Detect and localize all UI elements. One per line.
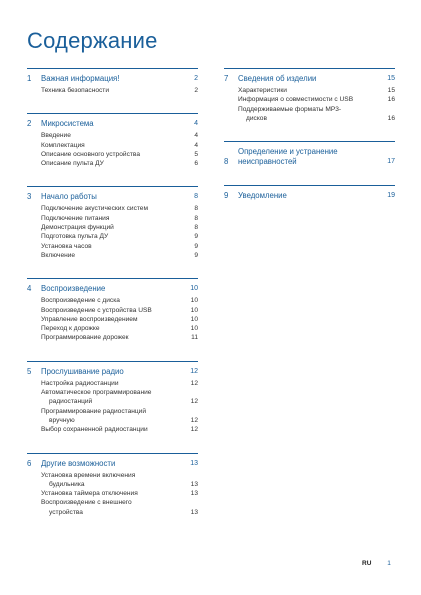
- entry-title-line: Характеристики: [238, 87, 287, 94]
- entry-title-line: Введение: [41, 132, 71, 140]
- entry-title: [41, 425, 191, 434]
- toc-entry[interactable]: [27, 489, 198, 498]
- section-title-line: Воспроизведение: [41, 284, 106, 294]
- toc-entry[interactable]: [27, 232, 198, 241]
- entry-title: [41, 324, 191, 333]
- toc-entry[interactable]: [27, 159, 198, 168]
- page-footer: [362, 560, 391, 567]
- entry-page: 10: [190, 297, 198, 305]
- toc-entry[interactable]: [27, 150, 198, 159]
- entry-title-line: Подключение питания: [41, 214, 110, 222]
- toc-entry[interactable]: [27, 242, 198, 251]
- toc-entry[interactable]: [27, 131, 198, 140]
- entry-title-line: Программирование дорожек: [41, 334, 129, 342]
- entry-title-line: Включение: [41, 251, 76, 259]
- entry-page: 12: [190, 426, 198, 434]
- entry-title-continuation: дисков: [246, 114, 267, 122]
- toc-section: [27, 113, 198, 168]
- toc-entry[interactable]: [27, 86, 198, 95]
- toc-left-column: [27, 68, 198, 535]
- entry-title-line: Демонстрация функций: [41, 224, 114, 232]
- section-title-line: Прослушивание радио: [41, 366, 124, 376]
- section-number: 6: [27, 458, 32, 468]
- entry-title: [41, 232, 194, 241]
- section-title: [238, 191, 387, 201]
- section-number: 3: [27, 192, 32, 202]
- entry-title: [41, 159, 194, 168]
- section-page: 10: [190, 285, 198, 293]
- entry-page: 10: [190, 315, 198, 323]
- entry-page: 8: [194, 224, 198, 232]
- entry-page: 13: [190, 490, 198, 498]
- section-title: [238, 74, 387, 84]
- entry-page: 4: [194, 132, 198, 140]
- toc-section: [27, 361, 198, 435]
- section-heading[interactable]: [27, 367, 198, 377]
- entry-page: 11: [191, 334, 198, 342]
- entry-title-line: Переход к дорожке: [41, 325, 100, 333]
- entry-title: [238, 105, 388, 124]
- entry-title: [41, 407, 191, 426]
- toc-entry[interactable]: [224, 86, 395, 95]
- entry-title-line: Воспроизведение с устройства USB: [41, 306, 152, 314]
- entry-title-line: Информация о совместимости с USB: [238, 96, 354, 104]
- entry-title: [238, 95, 388, 104]
- section-title: [41, 284, 190, 294]
- entry-page: 16: [387, 96, 395, 104]
- entry-page: 12: [190, 398, 198, 406]
- toc-entry[interactable]: [27, 223, 198, 232]
- entry-page: 2: [194, 87, 198, 94]
- section-page: 15: [387, 75, 395, 82]
- entry-title: [41, 242, 194, 251]
- toc-entry[interactable]: [27, 407, 198, 426]
- section-page: 8: [194, 193, 198, 201]
- toc-entry[interactable]: [27, 379, 198, 388]
- entry-title-line: Описание основного устройства: [41, 150, 140, 158]
- page-title: Содержание: [27, 28, 158, 53]
- entry-title: [41, 296, 191, 305]
- toc-section: [27, 453, 198, 517]
- entry-title: [41, 333, 191, 342]
- toc-entry[interactable]: [27, 141, 198, 150]
- section-title-line: Микросистема: [41, 119, 94, 129]
- section-number: 7: [224, 74, 229, 83]
- entry-title: [41, 131, 194, 140]
- entry-title-line: Воспроизведение с внешнего: [41, 499, 132, 507]
- toc-section: [27, 186, 198, 260]
- section-title-line: Начало работы: [41, 192, 97, 202]
- entry-page: 9: [194, 233, 198, 241]
- entry-page: 6: [194, 160, 198, 168]
- toc-section: [224, 141, 395, 167]
- section-title-line: Другие возможности: [41, 458, 116, 468]
- toc-entry[interactable]: [27, 251, 198, 260]
- section-title-line: Сведения об изделии: [238, 74, 317, 83]
- section-title: [41, 367, 190, 377]
- entry-page: 12: [190, 379, 198, 387]
- toc-entry[interactable]: [27, 425, 198, 434]
- entry-title: [41, 214, 194, 223]
- entry-title-line: Воспроизведение с диска: [41, 297, 120, 305]
- section-heading[interactable]: [27, 284, 198, 294]
- section-heading[interactable]: [27, 192, 198, 202]
- section-page: 2: [194, 75, 198, 82]
- entry-page: 16: [387, 114, 395, 122]
- toc-right-column: [224, 68, 395, 219]
- entry-title-line: Техника безопасности: [41, 87, 110, 94]
- page-number: 1: [387, 560, 391, 567]
- entry-page: 4: [194, 141, 198, 149]
- entry-title-line: Установка времени включения: [41, 471, 136, 479]
- section-number: 9: [224, 191, 229, 201]
- entry-page: 15: [387, 87, 395, 94]
- section-title-line: неисправностей: [238, 157, 297, 167]
- entry-title-continuation: устройства: [49, 508, 83, 516]
- entry-title-line: Подготовка пульта ДУ: [41, 233, 109, 241]
- toc-entry[interactable]: [224, 95, 395, 104]
- entry-title: [41, 223, 194, 232]
- entry-title-line: Программирование радиостанций: [41, 407, 147, 415]
- section-number: 5: [27, 366, 32, 376]
- toc-entry[interactable]: [27, 471, 198, 490]
- entry-page: 13: [190, 480, 198, 488]
- entry-title-continuation: вручную: [49, 416, 75, 424]
- section-title-line: Уведомление: [238, 191, 287, 201]
- section-heading[interactable]: [224, 147, 395, 167]
- toc-entry[interactable]: [27, 388, 198, 407]
- section-page: 4: [194, 120, 198, 128]
- entry-title: [41, 379, 191, 388]
- section-title-line: Определение и устранение: [238, 147, 338, 157]
- section-page: 17: [387, 158, 395, 166]
- entry-title-line: Установка таймера отключения: [41, 490, 138, 498]
- section-page: 13: [190, 459, 198, 467]
- toc-entry[interactable]: [27, 324, 198, 333]
- entry-page: 8: [194, 205, 198, 213]
- toc-entry[interactable]: [27, 214, 198, 223]
- section-page: 12: [190, 367, 198, 375]
- entry-title: [41, 150, 194, 159]
- entry-title-line: Управление воспроизведением: [41, 315, 138, 323]
- section-page: 19: [387, 192, 395, 200]
- entry-title-line: Описание пульта ДУ: [41, 160, 104, 168]
- entry-title-line: Настройка радиостанции: [41, 379, 119, 387]
- section-title: [41, 119, 194, 129]
- section-number: 1: [27, 74, 32, 83]
- language-code: RU: [362, 560, 372, 567]
- entry-title: [41, 204, 194, 213]
- entry-title-line: Установка часов: [41, 242, 92, 250]
- entry-page: 5: [194, 150, 198, 158]
- entry-title: [41, 86, 194, 95]
- entry-title: [41, 315, 191, 324]
- entry-title: [238, 86, 388, 95]
- entry-title-line: Подключение акустических систем: [41, 205, 149, 213]
- entry-title: [41, 141, 194, 150]
- entry-page: 13: [190, 508, 198, 516]
- section-title-line: Важная информация!: [41, 74, 120, 83]
- entry-page: 9: [194, 251, 198, 259]
- section-heading[interactable]: [224, 74, 395, 84]
- section-title: [41, 459, 190, 469]
- section-title: [238, 147, 387, 167]
- toc-entry[interactable]: [27, 315, 198, 324]
- toc-entry[interactable]: [27, 306, 198, 315]
- entry-page: 10: [190, 306, 198, 314]
- section-title: [41, 192, 194, 202]
- entry-page: 12: [190, 416, 198, 424]
- entry-page: 9: [194, 242, 198, 250]
- entry-title: [41, 471, 191, 490]
- entry-title: [41, 489, 191, 498]
- section-number: 2: [27, 119, 32, 129]
- toc-entry[interactable]: [27, 296, 198, 305]
- entry-title: [41, 388, 191, 407]
- section-heading[interactable]: [27, 119, 198, 129]
- toc-section: [27, 68, 198, 95]
- section-heading[interactable]: [224, 191, 395, 201]
- entry-title-line: Комплектация: [41, 141, 85, 149]
- entry-title: [41, 498, 191, 517]
- entry-title: [41, 251, 194, 260]
- section-number: 8: [224, 157, 229, 167]
- section-number: 4: [27, 284, 32, 294]
- entry-page: 8: [194, 214, 198, 222]
- toc-section: [224, 68, 395, 123]
- toc-section: [224, 185, 395, 201]
- entry-page: 10: [190, 325, 198, 333]
- entry-title-line: Выбор сохраненной радиостанции: [41, 426, 148, 434]
- entry-title: [41, 306, 191, 315]
- toc-entry[interactable]: [27, 333, 198, 342]
- toc-entry[interactable]: [27, 498, 198, 517]
- entry-title-continuation: будильника: [49, 480, 85, 488]
- entry-title-continuation: радиостанций: [49, 398, 93, 406]
- section-heading[interactable]: [27, 74, 198, 84]
- section-title: [41, 74, 194, 84]
- toc-entry[interactable]: [27, 204, 198, 213]
- toc-entry[interactable]: [224, 105, 395, 124]
- entry-title-line: Поддерживаемые форматы MP3-: [238, 105, 342, 113]
- toc-section: [27, 278, 198, 342]
- section-heading[interactable]: [27, 459, 198, 469]
- entry-title-line: Автоматическое программирование: [41, 389, 152, 397]
